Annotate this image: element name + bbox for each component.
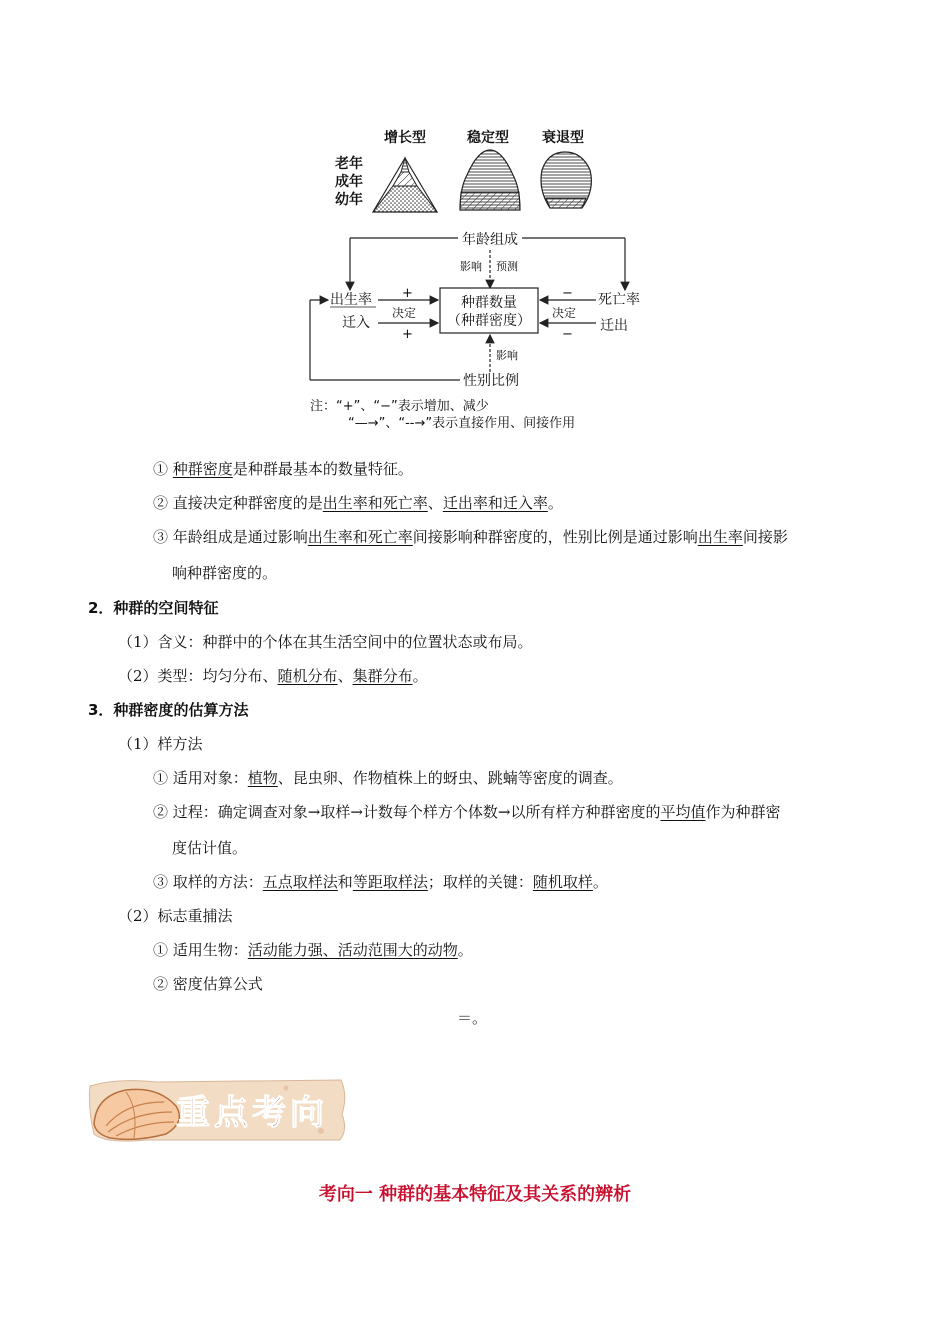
underlined-answer: 出生率和死亡率 bbox=[322, 494, 428, 512]
banner-text: 重点考向 bbox=[176, 1093, 328, 1133]
item-text: ② 直接决定种群密度的是 bbox=[153, 494, 323, 512]
period: 。 bbox=[412, 667, 428, 685]
item-text: ③ 取样的方法： bbox=[153, 873, 263, 891]
item-text: ① 适用生物： bbox=[153, 941, 248, 959]
underlined-answer: 植物 bbox=[247, 769, 278, 787]
quadrat-applicable bbox=[153, 768, 623, 788]
stable-bell bbox=[460, 150, 520, 210]
density-item-2 bbox=[153, 493, 563, 513]
underlined-answer: 等距取样法 bbox=[352, 873, 428, 891]
decide-left: 决定 bbox=[392, 306, 417, 320]
age-label-old: 老年 bbox=[335, 156, 363, 172]
decide-right: 决定 bbox=[552, 306, 577, 320]
type-label-stable: 稳定型 bbox=[467, 130, 509, 146]
underlined-answer: 随机分布 bbox=[277, 667, 338, 685]
plus-top-left: + bbox=[402, 286, 413, 301]
key-directions-banner bbox=[86, 1076, 348, 1144]
density-item-3 bbox=[153, 527, 788, 547]
item-text: 是种群最基本的数量特征。 bbox=[232, 460, 413, 478]
separator: 、 bbox=[427, 494, 443, 512]
population-density-label: （种群密度） bbox=[447, 313, 531, 329]
density-item-1 bbox=[153, 459, 413, 479]
population-characteristics-diagram bbox=[300, 120, 640, 435]
section-title: 考向一 种群的基本特征及其关系的辨析 bbox=[318, 1184, 632, 1205]
declining-urn bbox=[541, 152, 591, 208]
density-item-3-continued: 响种群密度的。 bbox=[172, 564, 278, 582]
underlined-answer: 出生率和死亡率 bbox=[307, 528, 413, 546]
age-label-adult: 成年 bbox=[335, 174, 363, 190]
underlined-answer: 集群分布 bbox=[352, 667, 413, 685]
underlined-answer: 五点取样法 bbox=[262, 873, 338, 891]
underlined-answer: 种群密度 bbox=[172, 460, 233, 478]
density-formula: ＝。 bbox=[457, 1009, 488, 1027]
item-text: 、昆虫卵、作物植株上的蚜虫、跳蝻等密度的调查。 bbox=[277, 769, 623, 787]
influence2-label: 影响 bbox=[496, 349, 518, 362]
item-text: 间接影响种群密度的，性别比例是通过影响 bbox=[412, 528, 698, 546]
minus-bottom-right: − bbox=[562, 327, 573, 342]
plus-bottom-left: + bbox=[402, 327, 413, 342]
underlined-answer: 平均值 bbox=[660, 803, 706, 821]
period: 。 bbox=[547, 494, 563, 512]
density-formula-heading: ② 密度估算公式 bbox=[153, 975, 263, 993]
quadrat-process-continued: 度估计值。 bbox=[172, 839, 248, 857]
section-2-heading: 2．种群的空间特征 bbox=[88, 599, 219, 617]
item-marker: ① bbox=[153, 460, 169, 478]
growing-pyramid bbox=[373, 158, 437, 212]
item-text: （2）类型：均匀分布、 bbox=[118, 667, 278, 685]
sex-ratio-label: 性别比例 bbox=[463, 373, 519, 389]
type-label-growing: 增长型 bbox=[384, 130, 426, 146]
note-line-1: 注：“+”、“−”表示增加、减少 bbox=[310, 399, 489, 414]
emigration-label: 迁出 bbox=[600, 318, 628, 334]
predict-label: 预测 bbox=[496, 260, 518, 273]
spatial-types bbox=[118, 666, 428, 686]
influence-label: 影响 bbox=[460, 260, 482, 273]
item-text: 间接影 bbox=[742, 528, 788, 546]
note-line-2: “—→”、“--→”表示直接作用、间接作用 bbox=[348, 416, 576, 431]
birth-rate-label: 出生率 bbox=[330, 292, 372, 308]
quadrat-process bbox=[153, 802, 781, 822]
minus-top-right: − bbox=[562, 286, 573, 301]
spatial-meaning: （1）含义：种群中的个体在其生活空间中的位置状态或布局。 bbox=[118, 633, 533, 651]
mark-recapture-applicable bbox=[153, 940, 473, 960]
type-label-declining: 衰退型 bbox=[542, 130, 584, 146]
underlined-answer: 迁出率和迁入率 bbox=[442, 494, 548, 512]
item-text: ② 过程：确定调查对象→取样→计数每个样方个体数→以所有样方种群密度的 bbox=[153, 803, 661, 821]
section-3-heading: 3．种群密度的估算方法 bbox=[88, 701, 249, 719]
quadrat-method-heading: （1）样方法 bbox=[118, 735, 203, 753]
separator: 、 bbox=[337, 667, 353, 685]
item-text: ③ 年龄组成是通过影响 bbox=[153, 528, 308, 546]
age-composition-label: 年龄组成 bbox=[462, 232, 518, 248]
period: 。 bbox=[592, 873, 608, 891]
mark-recapture-heading: （2）标志重捕法 bbox=[118, 907, 233, 925]
item-text: ① 适用对象： bbox=[153, 769, 248, 787]
item-text: 作为种群密 bbox=[705, 803, 781, 821]
immigration-label: 迁入 bbox=[342, 315, 370, 331]
item-text: 和 bbox=[337, 873, 353, 891]
quadrat-sampling bbox=[153, 872, 608, 892]
underlined-answer: 出生率 bbox=[697, 528, 743, 546]
age-label-young: 幼年 bbox=[335, 192, 363, 208]
underlined-answer: 活动能力强、活动范围大的动物 bbox=[247, 941, 458, 959]
death-rate-label: 死亡率 bbox=[598, 292, 640, 308]
population-number-label: 种群数量 bbox=[461, 295, 517, 311]
period: 。 bbox=[457, 941, 473, 959]
item-text: ；取样的关键： bbox=[427, 873, 533, 891]
underlined-answer: 随机取样 bbox=[532, 873, 593, 891]
